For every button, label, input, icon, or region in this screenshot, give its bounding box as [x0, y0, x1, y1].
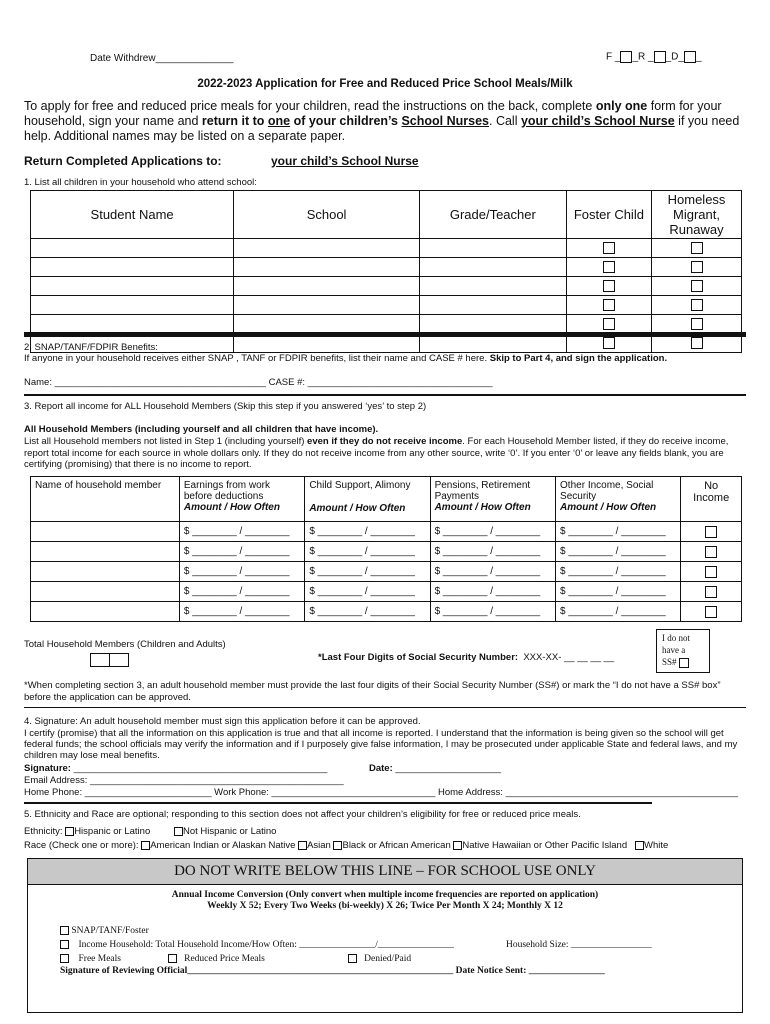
no-ssn-box: I do not have a SS#	[656, 629, 710, 673]
foster-checkbox[interactable]	[603, 337, 615, 349]
col-grade-teacher: Grade/Teacher	[419, 191, 566, 239]
foster-checkbox[interactable]	[603, 299, 615, 311]
grade-cell[interactable]	[419, 239, 566, 258]
race-asian-checkbox[interactable]	[298, 841, 307, 850]
household-size-field[interactable]: Household Size: _________________	[506, 940, 652, 950]
phone-address-fields[interactable]: Home Phone: ________________________ Work Phone: _______________________________ Home Address: ____________________________________________	[24, 787, 739, 798]
free-meals-option: Free Meals	[60, 954, 121, 964]
support-cell[interactable]: $ ________ / ________	[305, 562, 430, 582]
support-cell[interactable]: $ ________ / ________	[305, 602, 430, 622]
homeless-checkbox[interactable]	[691, 318, 703, 330]
foster-checkbox[interactable]	[603, 280, 615, 292]
homeless-checkbox[interactable]	[691, 242, 703, 254]
child-row	[31, 296, 742, 315]
col-child-support: Child Support, Alimony Amount / How Often	[305, 477, 430, 522]
income-row	[31, 562, 742, 582]
student-name-cell[interactable]	[31, 296, 234, 315]
student-name-cell[interactable]	[31, 239, 234, 258]
snap-tanf-foster-option: SNAP/TANF/Foster	[60, 926, 149, 936]
support-cell[interactable]: $ ________ / ________	[305, 542, 430, 562]
race-row: Race (Check one or more): American Indian or Alaskan Native Asian Black or African American Native Hawaiian or Other Pacific Island White	[24, 840, 669, 851]
ssn-note: *When completing section 3, an adult household member must provide the last four digits of their Social Security Number (SS#) or mark the “I do not have a SS# box” before the application can be approved.	[24, 680, 721, 703]
child-row	[31, 315, 742, 334]
income-row	[31, 542, 742, 562]
f-checkbox[interactable]	[620, 51, 632, 63]
member-name-cell[interactable]	[31, 522, 180, 542]
race-american-indian-checkbox[interactable]	[141, 841, 150, 850]
student-name-cell[interactable]	[31, 315, 234, 334]
step3-heading: 3. Report all income for ALL Household Members (Skip this step if you answered ‘yes’ to step 2)	[24, 401, 427, 412]
foster-checkbox[interactable]	[603, 318, 615, 330]
earnings-cell[interactable]: $ ________ / ________	[179, 562, 304, 582]
ethnicity-row: Ethnicity: Hispanic or Latino Not Hispanic or Latino	[24, 826, 277, 837]
step4-heading: 4. Signature: An adult household member must sign this application before it can be approved.	[24, 716, 421, 727]
no-income-checkbox[interactable]	[705, 546, 717, 558]
denied-paid-checkbox[interactable]	[348, 954, 357, 963]
pension-cell[interactable]: $ ________ / ________	[430, 562, 555, 582]
no-income-checkbox[interactable]	[705, 526, 717, 538]
step3-bold-line: All Household Members (including yourself and all children that have income).	[24, 424, 379, 435]
total-members-label: Total Household Members (Children and Adults)	[24, 639, 226, 650]
not-hispanic-checkbox[interactable]	[174, 827, 183, 836]
grade-cell[interactable]	[419, 296, 566, 315]
other-cell[interactable]: $ ________ / ________	[556, 602, 681, 622]
earnings-cell[interactable]: $ ________ / ________	[179, 542, 304, 562]
col-homeless: Homeless Migrant, Runaway	[652, 191, 742, 239]
denied-paid-option: Denied/Paid	[348, 954, 411, 964]
col-student-name: Student Name	[31, 191, 234, 239]
step1-label: 1. List all children in your household who attend school:	[24, 177, 257, 188]
reduced-meals-checkbox[interactable]	[168, 954, 177, 963]
date-withdrew-field[interactable]: Date Withdrew______________	[90, 53, 234, 64]
thick-divider	[24, 332, 746, 337]
school-use-banner: DO NOT WRITE BELOW THIS LINE – FOR SCHOOL USE ONLY	[27, 858, 743, 885]
divider	[24, 394, 746, 396]
school-cell[interactable]	[234, 296, 420, 315]
earnings-cell[interactable]: $ ________ / ________	[179, 522, 304, 542]
step5-heading: 5. Ethnicity and Race are optional; responding to this section does not affect your children’s eligibility for free or reduced price meals.	[24, 809, 581, 820]
total-members-boxes[interactable]	[90, 653, 129, 672]
child-row	[31, 258, 742, 277]
other-cell[interactable]: $ ________ / ________	[556, 522, 681, 542]
col-other-income: Other Income, Social Security Amount / How Often	[556, 477, 681, 522]
income-table	[30, 476, 742, 622]
hispanic-checkbox[interactable]	[65, 827, 74, 836]
signature-field[interactable]: Signature: ________________________________________________	[24, 763, 328, 774]
school-cell[interactable]	[234, 315, 420, 334]
income-row	[31, 522, 742, 542]
other-cell[interactable]: $ ________ / ________	[556, 562, 681, 582]
col-no-income: No Income	[681, 477, 742, 522]
student-name-cell[interactable]	[31, 277, 234, 296]
pension-cell[interactable]: $ ________ / ________	[430, 542, 555, 562]
pension-cell[interactable]: $ ________ / ________	[430, 522, 555, 542]
step2-text: If anyone in your household receives either SNAP , TANF or FDPIR benefits, list their name and CASE # here. Skip to Part 4, and sign the application.	[24, 353, 668, 364]
foster-checkbox[interactable]	[603, 242, 615, 254]
children-table	[30, 190, 742, 353]
homeless-checkbox[interactable]	[691, 337, 703, 349]
income-household-option: Income Household: Total Household Income/How Often: ________________/________________	[60, 940, 454, 950]
col-foster-child: Foster Child	[566, 191, 651, 239]
child-row	[31, 239, 742, 258]
pension-cell[interactable]: $ ________ / ________	[430, 602, 555, 622]
income-row	[31, 602, 742, 622]
d-checkbox[interactable]	[684, 51, 696, 63]
other-cell[interactable]: $ ________ / ________	[556, 542, 681, 562]
member-name-cell[interactable]	[31, 542, 180, 562]
student-name-cell[interactable]	[31, 258, 234, 277]
earnings-cell[interactable]: $ ________ / ________	[179, 582, 304, 602]
date-field[interactable]: Date: ____________________	[369, 763, 502, 774]
return-to-value: your child’s School Nurse	[271, 154, 419, 168]
foster-checkbox[interactable]	[603, 261, 615, 273]
conversion-line2: Weekly X 52; Every Two Weeks (bi-weekly) X 26; Twice Per Month X 24; Monthly X 12	[207, 901, 563, 911]
school-cell[interactable]	[234, 239, 420, 258]
no-ssn-checkbox[interactable]	[679, 658, 689, 668]
homeless-checkbox[interactable]	[691, 261, 703, 273]
snap-tanf-foster-checkbox[interactable]	[60, 926, 69, 935]
divider	[24, 802, 652, 804]
grade-cell[interactable]	[419, 315, 566, 334]
homeless-checkbox[interactable]	[691, 280, 703, 292]
step2-heading: 2. SNAP/TANF/FDPIR Benefits:	[24, 342, 158, 353]
earnings-cell[interactable]: $ ________ / ________	[179, 602, 304, 622]
conversion-line1: Annual Income Conversion (Only convert when multiple income frequencies are reported on application)	[171, 890, 599, 900]
income-household-checkbox[interactable]	[60, 940, 69, 949]
race-white-checkbox[interactable]	[635, 841, 644, 850]
no-income-checkbox[interactable]	[705, 606, 717, 618]
reduced-meals-option: Reduced Price Meals	[168, 954, 265, 964]
school-cell[interactable]	[234, 258, 420, 277]
col-pensions: Pensions, Retirement Payments Amount / How Often	[430, 477, 555, 522]
divider	[24, 707, 746, 708]
ssn-field[interactable]: *Last Four Digits of Social Security Number: XXX-XX- __ __ __ __	[318, 652, 615, 663]
reviewer-signature-field[interactable]: Signature of Reviewing Official________________________________________________________ Date Notice Sent: ________________	[60, 966, 605, 976]
f-label: F	[606, 51, 613, 63]
no-income-checkbox[interactable]	[705, 566, 717, 578]
intro-paragraph: To apply for free and reduced price meals for your children, read the instructions on the back, complete only one form for your household, sign your name and return it to one of your children’s School Nurses. Call your child’s School Nurse if you need help. Additional names may be listed on a separate paper.	[24, 99, 740, 143]
email-field[interactable]: Email Address: ________________________________________________	[24, 775, 344, 786]
form-title: 2022-2023 Application for Free and Reduced Price School Meals/Milk	[197, 78, 573, 90]
return-to-label: Return Completed Applications to:	[24, 154, 222, 168]
support-cell[interactable]: $ ________ / ________	[305, 522, 430, 542]
step3-instructions: List all Household members not listed in Step 1 (including yourself) even if they do not receive income. For each Household Member listed, if they do receive income, report total income for each source in whole dollars only. If they do not receive income from any other source, write ‘0’. If you enter ‘0’ or leave any fields blank, you are certifying (promising) that there is no income to report.	[24, 436, 729, 470]
pension-cell[interactable]: $ ________ / ________	[430, 582, 555, 602]
child-row	[31, 277, 742, 296]
income-row	[31, 582, 742, 602]
school-cell[interactable]	[234, 277, 420, 296]
col-school: School	[234, 191, 420, 239]
support-cell[interactable]: $ ________ / ________	[305, 582, 430, 602]
frd-checkboxes: F _ _R _ _D_ _	[606, 51, 702, 63]
member-name-cell[interactable]	[31, 602, 180, 622]
col-earnings: Earnings from work before deductions Amount / How Often	[179, 477, 304, 522]
free-meals-checkbox[interactable]	[60, 954, 69, 963]
r-checkbox[interactable]	[654, 51, 666, 63]
member-name-cell[interactable]	[31, 582, 180, 602]
r-label: R	[638, 51, 646, 63]
certify-text: I certify (promise) that all the information on this application is true and that all income is reported. I understand that the information is being given so the school will get federal funds; the school officials may verify the information and if I purposely give false information, I may be prosecuted under applicable State and federal laws, and my children may lose meal benefits.	[24, 728, 738, 761]
other-cell[interactable]: $ ________ / ________	[556, 582, 681, 602]
grade-cell[interactable]	[419, 258, 566, 277]
d-label: D	[671, 51, 679, 63]
no-income-checkbox[interactable]	[705, 586, 717, 598]
grade-cell[interactable]	[419, 277, 566, 296]
snap-name-case-field[interactable]: Name: ________________________________________ CASE #: ___________________________________	[24, 377, 493, 388]
member-name-cell[interactable]	[31, 562, 180, 582]
col-member-name: Name of household member	[31, 477, 180, 522]
homeless-checkbox[interactable]	[691, 299, 703, 311]
